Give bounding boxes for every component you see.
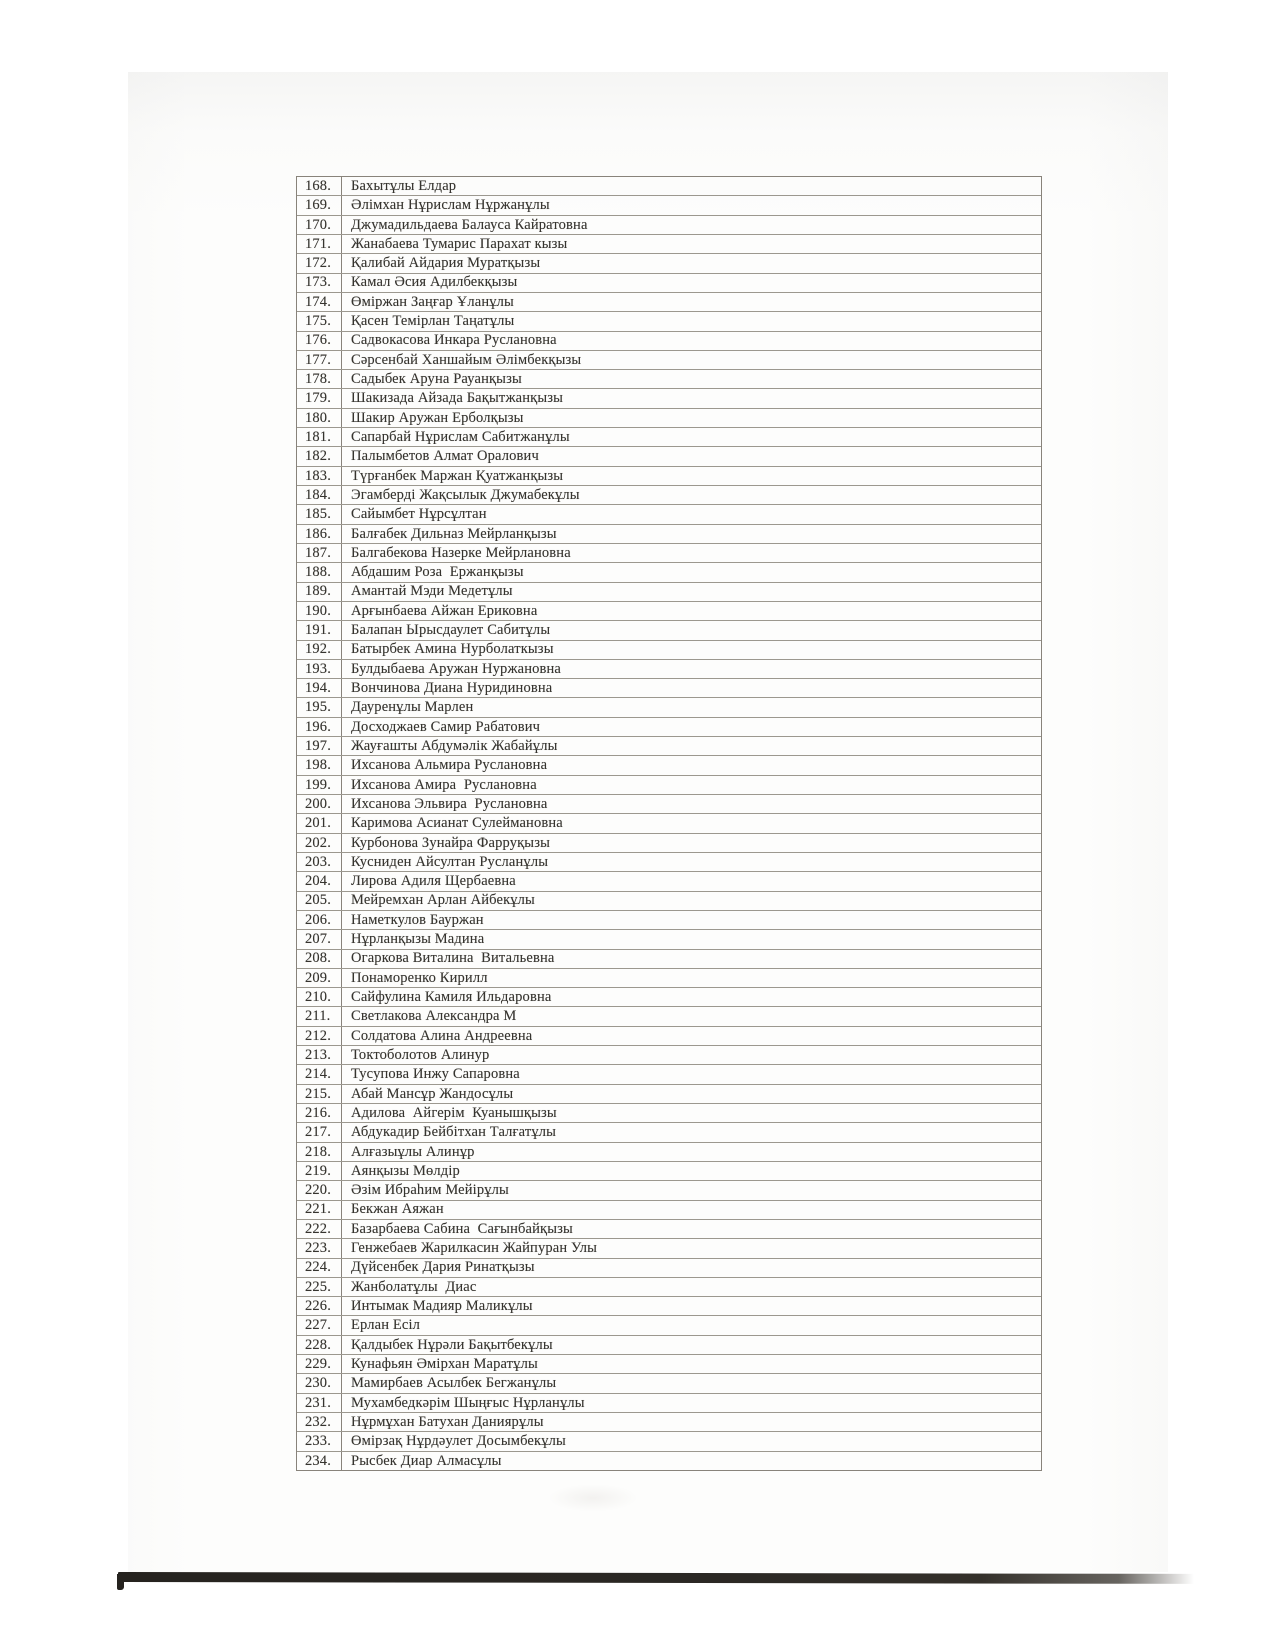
- row-full-name: Қасен Темірлан Таңатұлы: [351, 314, 515, 329]
- table-row: [297, 1007, 1041, 1026]
- row-full-name: Аянқызы Мөлдір: [351, 1163, 460, 1179]
- row-full-name: Сайфулина Камиля Ильдаровна: [351, 990, 552, 1005]
- row-full-name: Түрғанбек Маржан Қуатжанқызы: [351, 468, 564, 484]
- row-number: 222.: [297, 1220, 342, 1238]
- row-number: 205.: [297, 892, 342, 910]
- row-number: 168.: [297, 177, 342, 195]
- table-row: [297, 177, 1041, 196]
- row-full-name: Генжебаев Жарилкасин Жайпуран Улы: [351, 1241, 598, 1256]
- row-full-name: Базарбаева Сабина Сағынбайқызы: [351, 1221, 573, 1237]
- row-full-name: Лирова Адиля Щербаевна: [351, 874, 516, 889]
- row-full-name: Огаркова Виталина Витальевна: [351, 951, 555, 966]
- table-row: [297, 718, 1041, 737]
- table-row: [297, 853, 1041, 872]
- row-full-name: Бекжан Аяжан: [351, 1202, 444, 1217]
- table-row: [297, 756, 1041, 775]
- table-row: [297, 486, 1041, 505]
- table-row: [297, 1104, 1041, 1123]
- row-number: 225.: [297, 1278, 342, 1296]
- row-full-name: Токтоболотов Алинур: [351, 1047, 490, 1063]
- row-full-name: Жауғашты Абдумәлік Жабайұлы: [351, 738, 558, 754]
- row-full-name: Амантай Мэди Медетұлы: [351, 584, 513, 599]
- table-row: [297, 872, 1041, 891]
- table-row: [297, 737, 1041, 756]
- row-number: 218.: [297, 1143, 342, 1161]
- row-number: 179.: [297, 389, 342, 407]
- row-full-name: Балғабек Дильназ Мейрланқызы: [351, 526, 557, 542]
- row-number: 210.: [297, 988, 342, 1006]
- row-full-name: Дүйсенбек Дария Ринатқызы: [351, 1260, 535, 1275]
- row-number: 173.: [297, 274, 342, 292]
- table-row: [297, 1143, 1041, 1162]
- row-full-name: Курбонова Зунайра Фарруқызы: [351, 835, 550, 851]
- row-full-name: Абдукадир Бейбітхан Талғатұлы: [351, 1125, 557, 1140]
- row-number: 211.: [297, 1007, 342, 1025]
- table-row: [297, 351, 1041, 370]
- row-number: 188.: [297, 563, 342, 581]
- row-number: 233.: [297, 1432, 342, 1450]
- row-full-name: Мейремхан Арлан Айбекұлы: [351, 893, 535, 908]
- table-row: [297, 988, 1041, 1007]
- row-number: 206.: [297, 911, 342, 929]
- row-number: 183.: [297, 467, 342, 485]
- table-row: [297, 930, 1041, 949]
- table-row: [297, 1278, 1041, 1297]
- row-number: 232.: [297, 1413, 342, 1431]
- table-row: [297, 583, 1041, 602]
- row-number: 200.: [297, 795, 342, 813]
- scan-smudge: [548, 1484, 638, 1512]
- table-row: [297, 892, 1041, 911]
- row-full-name: Сәрсенбай Ханшайым Әлімбекқызы: [351, 352, 582, 368]
- row-number: 190.: [297, 602, 342, 620]
- row-number: 180.: [297, 409, 342, 427]
- row-full-name: Нұрланқызы Мадина: [351, 932, 485, 947]
- row-full-name: Нұрмұхан Батухан Даниярұлы: [351, 1414, 544, 1430]
- table-row: [297, 196, 1041, 215]
- row-number: 175.: [297, 312, 342, 330]
- table-row: [297, 1355, 1041, 1374]
- row-number: 201.: [297, 814, 342, 832]
- row-full-name: Тусупова Инжу Сапаровна: [351, 1067, 520, 1082]
- row-full-name: Камал Әсия Адилбекқызы: [351, 275, 518, 290]
- row-number: 186.: [297, 525, 342, 543]
- table-row: [297, 544, 1041, 563]
- row-full-name: Каримова Асианат Сулеймановна: [351, 816, 563, 831]
- row-full-name: Булдыбаева Аружан Нуржановна: [351, 661, 562, 677]
- table-row: [297, 525, 1041, 544]
- row-full-name: Садвокасова Инкара Руслановна: [351, 333, 557, 348]
- row-full-name: Сайымбет Нұрсұлтан: [351, 507, 487, 522]
- row-number: 194.: [297, 679, 342, 697]
- row-full-name: Рысбек Диар Алмасұлы: [351, 1453, 502, 1469]
- row-full-name: Кусниден Айсултан Русланұлы: [351, 854, 549, 870]
- row-full-name: Жанболатұлы Диас: [351, 1279, 477, 1295]
- row-full-name: Досходжаев Самир Рабатович: [351, 719, 541, 735]
- table-row: [297, 1239, 1041, 1258]
- row-number: 174.: [297, 293, 342, 311]
- row-number: 185.: [297, 505, 342, 523]
- row-number: 202.: [297, 834, 342, 852]
- table-row: [297, 505, 1041, 524]
- table-row: [297, 602, 1041, 621]
- table-row: [297, 1201, 1041, 1220]
- table-row: [297, 1162, 1041, 1181]
- table-row: [297, 1413, 1041, 1432]
- row-full-name: Балгабекова Назерке Мейрлановна: [351, 545, 571, 561]
- table-row: [297, 216, 1041, 235]
- row-number: 215.: [297, 1085, 342, 1103]
- row-full-name: Мамирбаев Асылбек Бегжанұлы: [351, 1376, 557, 1391]
- row-full-name: Ерлан Есіл: [351, 1318, 421, 1333]
- row-full-name: Әлімхан Нұрислам Нұржанұлы: [351, 198, 550, 213]
- table-row: [297, 950, 1041, 969]
- row-full-name: Наметкулов Бауржан: [351, 912, 484, 928]
- table-row: [297, 834, 1041, 853]
- row-full-name: Абай Мансұр Жандосұлы: [351, 1086, 514, 1102]
- row-full-name: Алғазыұлы Алинұр: [351, 1144, 475, 1160]
- row-number: 226.: [297, 1297, 342, 1315]
- row-number: 182.: [297, 447, 342, 465]
- table-row: [297, 467, 1041, 486]
- table-row: [297, 428, 1041, 447]
- table-row: [297, 911, 1041, 930]
- row-number: 212.: [297, 1027, 342, 1045]
- row-number: 208.: [297, 950, 342, 968]
- row-number: 170.: [297, 216, 342, 234]
- row-full-name: Абдашим Роза Ержанқызы: [351, 565, 524, 580]
- scan-edge-artifact: [118, 1572, 1194, 1584]
- row-number: 189.: [297, 583, 342, 601]
- row-number: 229.: [297, 1355, 342, 1373]
- row-number: 197.: [297, 737, 342, 755]
- table-row: [297, 621, 1041, 640]
- row-full-name: Интымак Мадияр Маликұлы: [351, 1299, 533, 1314]
- table-row: [297, 776, 1041, 795]
- table-row: [297, 1181, 1041, 1200]
- table-row: [297, 698, 1041, 717]
- table-row: [297, 235, 1041, 254]
- row-number: 227.: [297, 1316, 342, 1334]
- row-full-name: Дауренұлы Марлен: [351, 700, 474, 715]
- row-number: 203.: [297, 853, 342, 871]
- name-table: [296, 176, 1042, 1471]
- table-row: [297, 312, 1041, 331]
- table-row: [297, 274, 1041, 293]
- row-full-name: Қалдыбек Нұрәли Бақытбекұлы: [351, 1337, 553, 1353]
- row-number: 192.: [297, 641, 342, 659]
- table-row: [297, 1432, 1041, 1451]
- row-full-name: Понаморенко Кирилл: [351, 970, 488, 986]
- row-full-name: Мухамбедкәрім Шыңғыс Нұрланұлы: [351, 1395, 585, 1411]
- row-number: 191.: [297, 621, 342, 639]
- row-full-name: Ихсанова Эльвира Руслановна: [351, 796, 548, 812]
- row-number: 214.: [297, 1065, 342, 1083]
- row-full-name: Кунафьян Әмірхан Маратұлы: [351, 1356, 538, 1372]
- row-number: 231.: [297, 1394, 342, 1412]
- row-full-name: Қалибай Айдария Муратқызы: [351, 256, 541, 271]
- table-row: [297, 409, 1041, 428]
- table-row: [297, 563, 1041, 582]
- row-number: 199.: [297, 776, 342, 794]
- row-full-name: Светлакова Александра М: [351, 1009, 517, 1024]
- row-full-name: Адилова Айгерім Куанышқызы: [351, 1105, 557, 1121]
- table-row: [297, 1394, 1041, 1413]
- row-number: 209.: [297, 969, 342, 987]
- row-full-name: Бахытұлы Елдар: [351, 178, 457, 194]
- row-number: 169.: [297, 196, 342, 214]
- row-full-name: Әзім Ибраһим Мейірұлы: [351, 1183, 509, 1198]
- table-row: [297, 389, 1041, 408]
- row-number: 234.: [297, 1452, 342, 1470]
- row-number: 213.: [297, 1046, 342, 1064]
- table-row: [297, 293, 1041, 312]
- table-row: [297, 1336, 1041, 1355]
- table-row: [297, 1297, 1041, 1316]
- row-number: 193.: [297, 660, 342, 678]
- table-row: [297, 641, 1041, 660]
- row-number: 223.: [297, 1239, 342, 1257]
- row-number: 228.: [297, 1336, 342, 1354]
- row-full-name: Балапан Ырысдаулет Сабитұлы: [351, 623, 551, 638]
- table-row: [297, 1259, 1041, 1278]
- row-number: 177.: [297, 351, 342, 369]
- row-number: 196.: [297, 718, 342, 736]
- table-row: [297, 969, 1041, 988]
- row-full-name: Солдатова Алина Андреевна: [351, 1028, 533, 1044]
- row-full-name: Шакизада Айзада Бақытжанқызы: [351, 391, 564, 406]
- row-number: 216.: [297, 1104, 342, 1122]
- row-full-name: Сапарбай Нұрислам Сабитжанұлы: [351, 429, 570, 445]
- scan-edge-artifact-hook: [117, 1574, 124, 1590]
- table-row: [297, 1085, 1041, 1104]
- row-full-name: Арғынбаева Айжан Ериковна: [351, 603, 538, 619]
- row-number: 178.: [297, 370, 342, 388]
- row-number: 187.: [297, 544, 342, 562]
- table-row: [297, 1374, 1041, 1393]
- row-number: 176.: [297, 332, 342, 350]
- row-full-name: Өмірзақ Нұрдәулет Досымбекұлы: [351, 1434, 566, 1449]
- table-row: [297, 254, 1041, 273]
- row-full-name: Джумадильдаева Балауса Кайратовна: [351, 217, 588, 233]
- table-row: [297, 1027, 1041, 1046]
- table-row: [297, 814, 1041, 833]
- row-full-name: Садыбек Аруна Рауанқызы: [351, 372, 522, 387]
- row-number: 220.: [297, 1181, 342, 1199]
- row-full-name: Ихсанова Амира Руслановна: [351, 777, 537, 793]
- row-full-name: Ихсанова Альмира Руслановна: [351, 758, 548, 773]
- table-row: [297, 1316, 1041, 1335]
- row-number: 221.: [297, 1201, 342, 1219]
- table-row: [297, 1065, 1041, 1084]
- row-number: 184.: [297, 486, 342, 504]
- row-full-name: Вончинова Диана Нуридиновна: [351, 681, 553, 696]
- table-row: [297, 660, 1041, 679]
- table-row: [297, 447, 1041, 466]
- row-number: 224.: [297, 1259, 342, 1277]
- row-full-name: Батырбек Амина Нурболаткызы: [351, 642, 554, 657]
- row-full-name: Палымбетов Алмат Оралович: [351, 449, 539, 464]
- row-full-name: Эгамберді Жақсылык Джумабекұлы: [351, 487, 580, 503]
- table-row: [297, 332, 1041, 351]
- row-number: 217.: [297, 1123, 342, 1141]
- table-row: [297, 1220, 1041, 1239]
- row-full-name: Шакир Аружан Ерболқызы: [351, 410, 524, 426]
- row-number: 230.: [297, 1374, 342, 1392]
- row-number: 172.: [297, 254, 342, 272]
- row-number: 198.: [297, 756, 342, 774]
- row-number: 171.: [297, 235, 342, 253]
- row-full-name: Өміржан Заңғар Ұланұлы: [351, 294, 514, 310]
- table-row: [297, 679, 1041, 698]
- row-number: 204.: [297, 872, 342, 890]
- row-number: 195.: [297, 698, 342, 716]
- row-full-name: Жанабаева Тумарис Парахат кызы: [351, 236, 568, 252]
- table-row: [297, 1046, 1041, 1065]
- table-row: [297, 1123, 1041, 1142]
- table-row: [297, 1452, 1041, 1470]
- row-number: 207.: [297, 930, 342, 948]
- table-row: [297, 370, 1041, 389]
- row-number: 219.: [297, 1162, 342, 1180]
- table-row: [297, 795, 1041, 814]
- row-number: 181.: [297, 428, 342, 446]
